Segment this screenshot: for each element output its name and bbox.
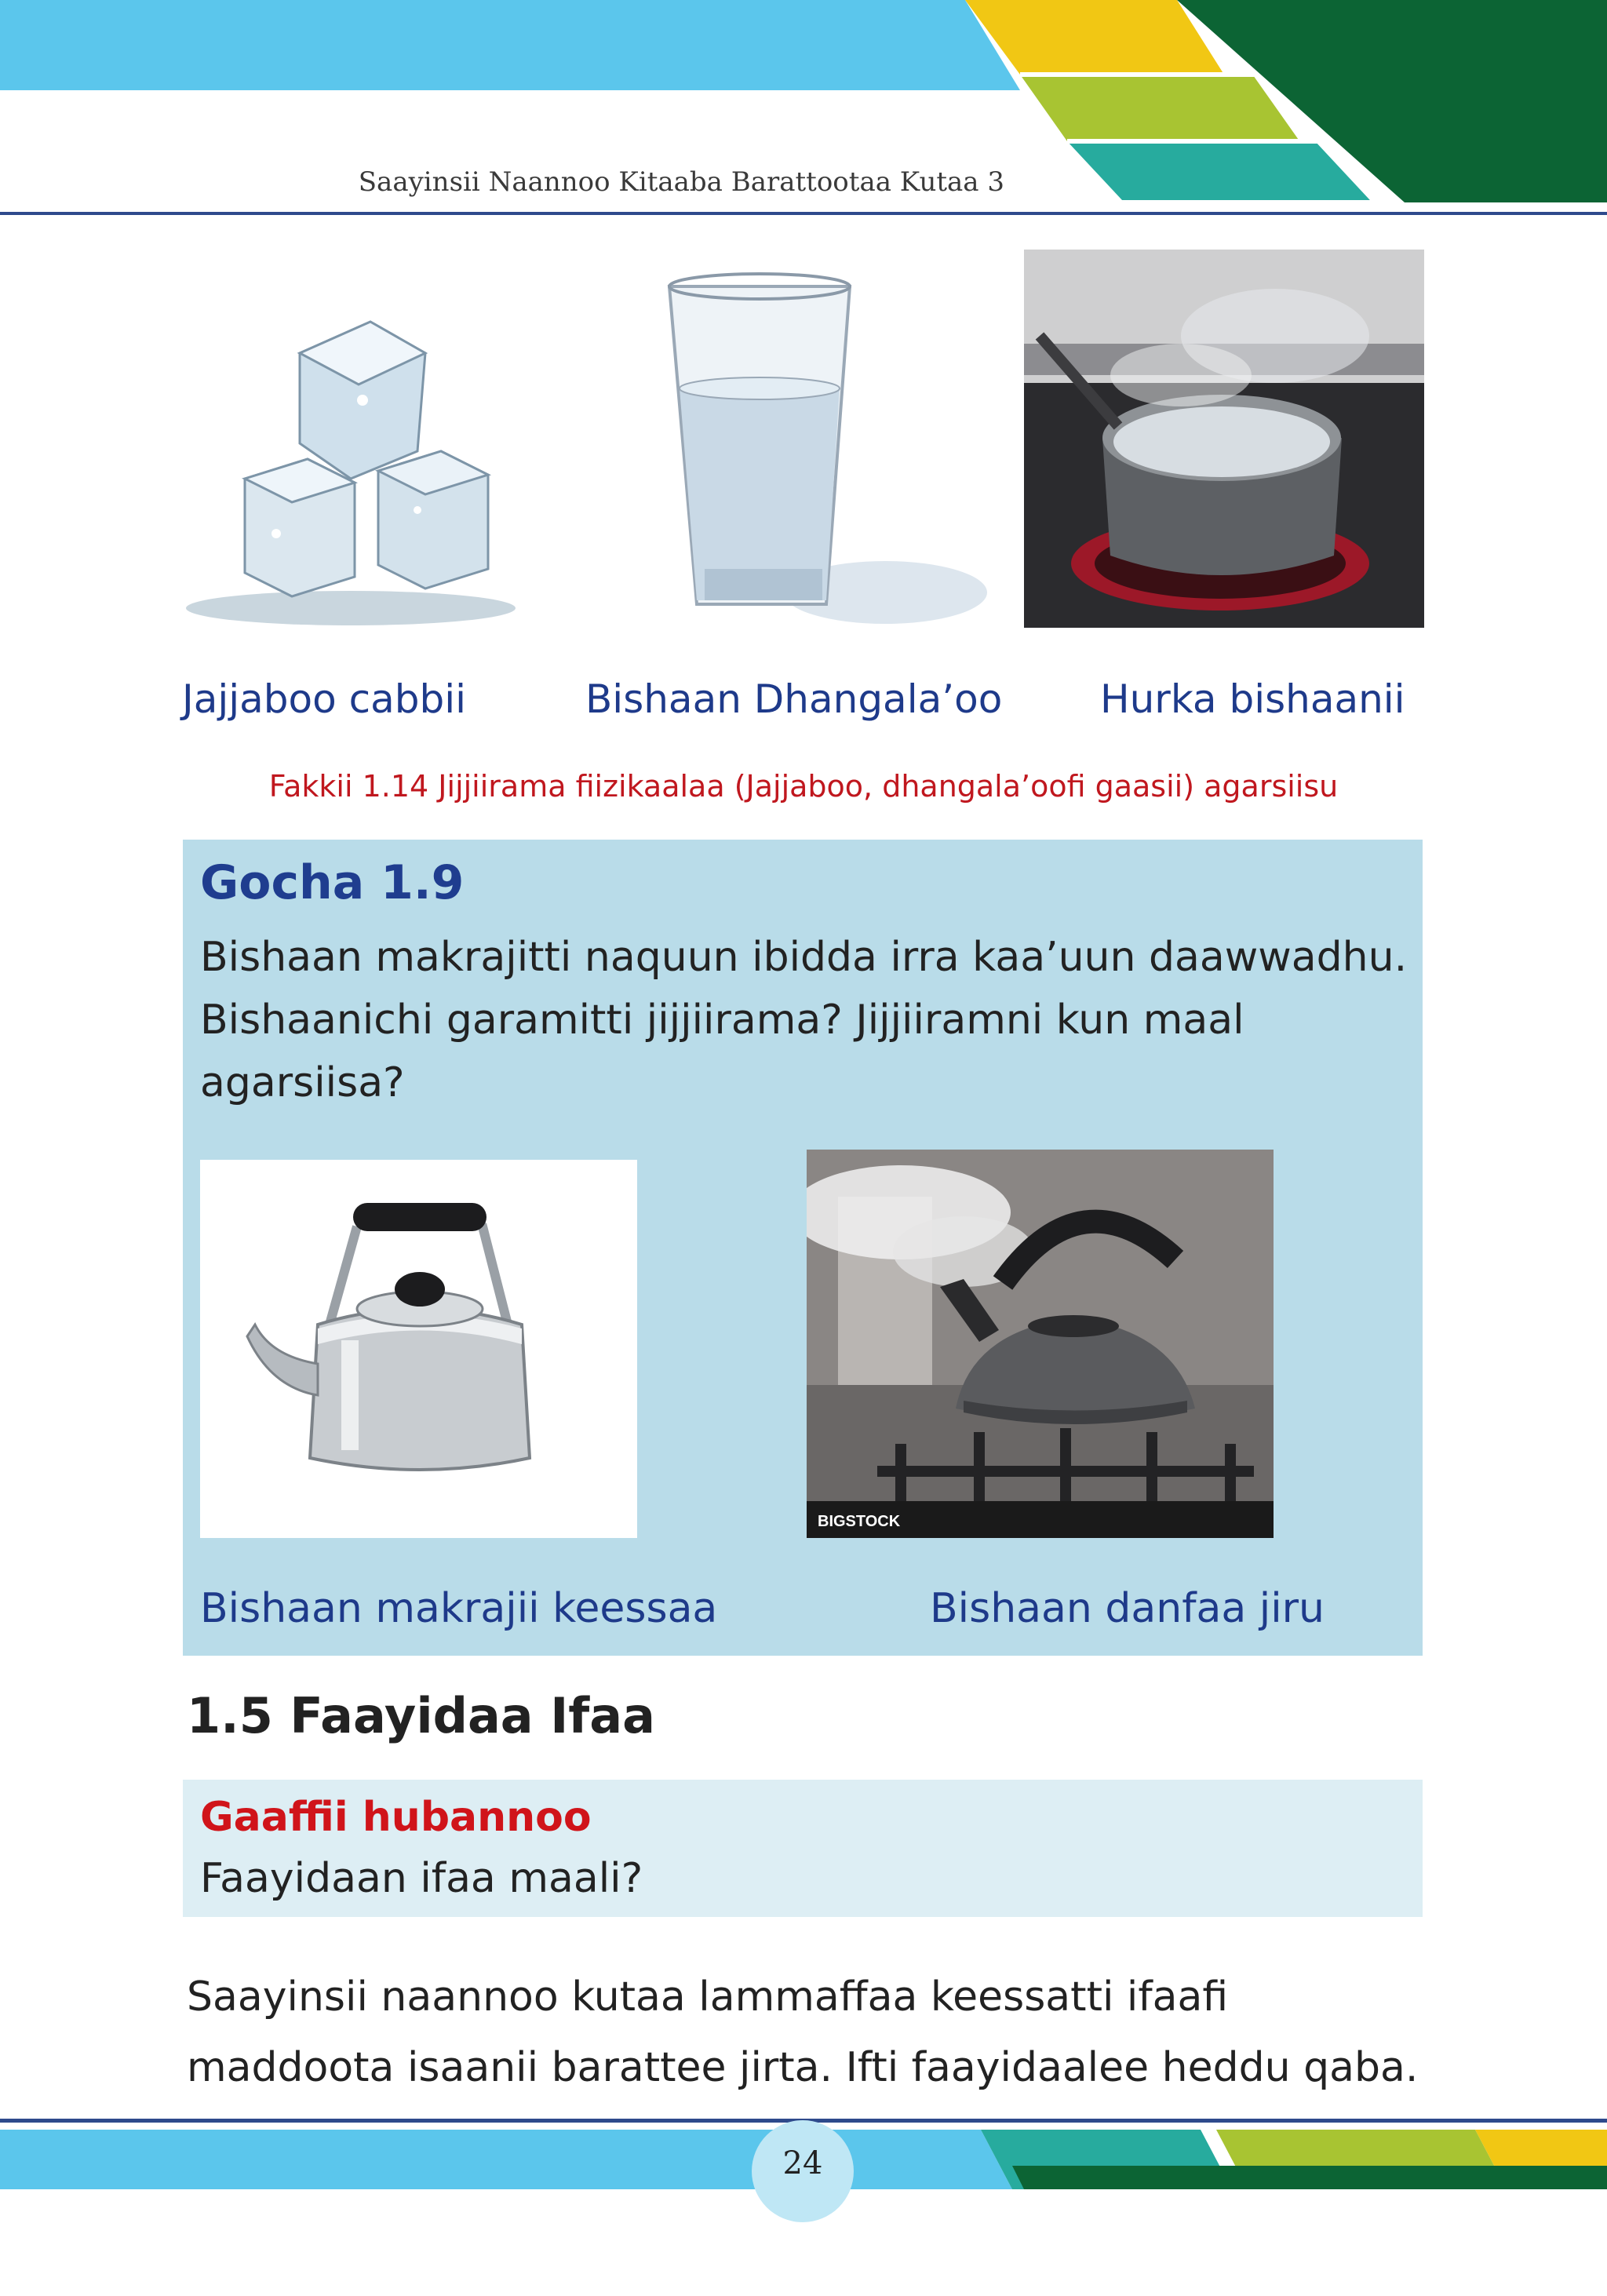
ice-cubes-photo — [182, 306, 519, 628]
question-label: Gaaffii hubannoo — [200, 1794, 592, 1841]
question-box — [183, 1780, 1423, 1917]
kettle-photo — [200, 1160, 637, 1538]
running-head: Saayinsii Naannoo Kitaaba Barattootaa Kutaa 3 — [358, 166, 1004, 198]
activity-box — [183, 840, 1423, 1656]
activity-text: Bishaan makrajitti naquun ibidda irra kaa’uun daawwadhu. Bishaanichi garamitti jijjiirama? Jijjiiramni kun maal agarsiisa? — [200, 934, 1408, 1106]
header-rule — [0, 212, 1607, 215]
water-glass-photo — [658, 271, 987, 628]
boiling-pot-image — [1024, 250, 1424, 628]
water-glass-image — [658, 271, 987, 628]
kettle-image — [200, 1160, 637, 1538]
activity-title: Gocha 1.9 — [200, 855, 465, 910]
ice-caption: Jajjaboo cabbii — [182, 676, 467, 722]
steaming-kettle-photo — [807, 1150, 1274, 1538]
steaming-kettle-caption: Bishaan danfaa jiru — [930, 1585, 1325, 1632]
ice-cubes-image — [182, 306, 519, 628]
question-text: Faayidaan ifaa maali? — [200, 1855, 643, 1902]
section-heading: 1.5 Faayidaa Ifaa — [187, 1687, 655, 1744]
page-number: 24 — [752, 2120, 854, 2222]
figure-caption: Fakkii 1.14 Jijjiirama fiizikaalaa (Jajjaboo, dhangala’oofi gaasii) agarsiisu — [268, 769, 1339, 804]
body-paragraph: Saayinsii naannoo kutaa lammaffaa keessatti ifaafi maddoota isaanii barattee jirta. Ifti faayidaalee heddu qaba. — [187, 1973, 1419, 2091]
water-caption: Bishaan Dhangala’oo — [585, 676, 1003, 722]
stock-logo: BIGSTOCK — [818, 1513, 901, 1530]
kettle-caption: Bishaan makrajii keessaa — [200, 1585, 718, 1632]
vapor-caption: Hurka bishaanii — [1100, 676, 1405, 722]
steaming-kettle-image — [807, 1150, 1274, 1538]
boiling-pot-photo — [1024, 250, 1424, 628]
